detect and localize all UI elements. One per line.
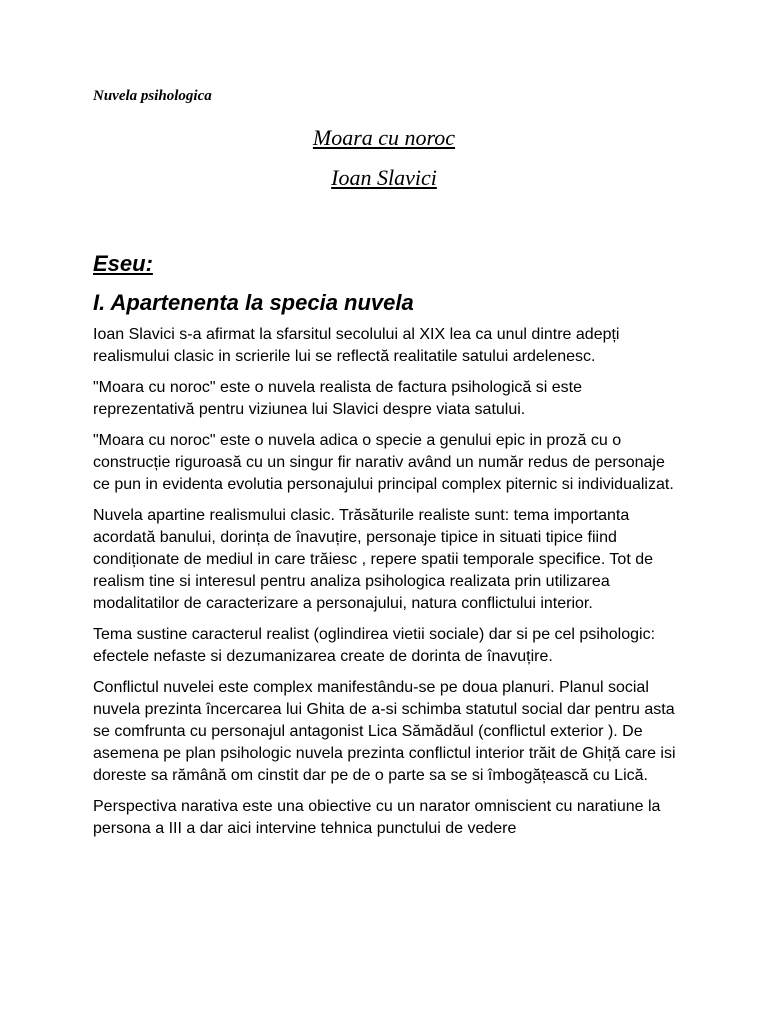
paragraph: Perspectiva narativa este una obiective cu un narator omniscient cu naratiune la persona a III a dar aici intervine tehnica punctului de vedere (93, 798, 661, 837)
essay-content (93, 250, 683, 849)
title-block (0, 118, 768, 198)
paragraph: Conflictul nuvelei este complex manifestându-se pe doua planuri. Planul social nuvela prezinta încercarea lui Ghita de a-si schimba statutul social dar pentru asta se comfrunta cu personajul antagonist Lica Sămădăul (conflictul exterior ). De asemena pe plan psihologic nuvela prezinta conflictul interior trăit de Ghiță care isi doreste sa rămână om cinstit dar pe de o parte sa se si îmbogățească cu Lică. (93, 679, 676, 784)
document-title: Moara cu noroc (312, 125, 456, 150)
paragraph: Nuvela apartine realismului clasic. Trăsăturile realiste sunt: tema importanta acordată banului, dorința de înavuțire, personaje tipice in situati tipice fiind condiționate de mediul in care trăiesc , repere spatii temporale specifice. Tot de realism tine si interesul pentru analiza psihologica realizata prin utilizarea modalitatilor de caracterizare a personajului, natura conflictului interior. (93, 507, 654, 612)
paragraph: Tema sustine caracterul realist (oglindirea vietii sociale) dar si pe cel psihologic: efectele nefaste si dezumanizarea create de dorinta de înavuțire. (93, 626, 656, 665)
essay-label: Eseu: (93, 251, 153, 276)
paragraph: Ioan Slavici s-a afirmat la sfarsitul secolului al XIX lea ca unul dintre adepți realismului clasic in scrierile lui se reflectă realitatile satului ardelenesc. (93, 326, 620, 365)
genre-label: Nuvela psihologica (93, 88, 212, 104)
document-author: Ioan Slavici (331, 165, 437, 190)
section-heading: I. Apartenenta la specia nuvela (93, 290, 414, 315)
paragraph: "Moara cu noroc" este o nuvela adica o specie a genului epic in proză cu o construcție riguroasă cu un singur fir narativ având un număr redus de personaje ce pun in evidenta evolutia personajului principal complex piternic si individualizat. (93, 432, 674, 493)
paragraph: "Moara cu noroc" este o nuvela realista de factura psihologică si este reprezentativă pentru viziunea lui Slavici despre viata satului. (93, 379, 582, 418)
